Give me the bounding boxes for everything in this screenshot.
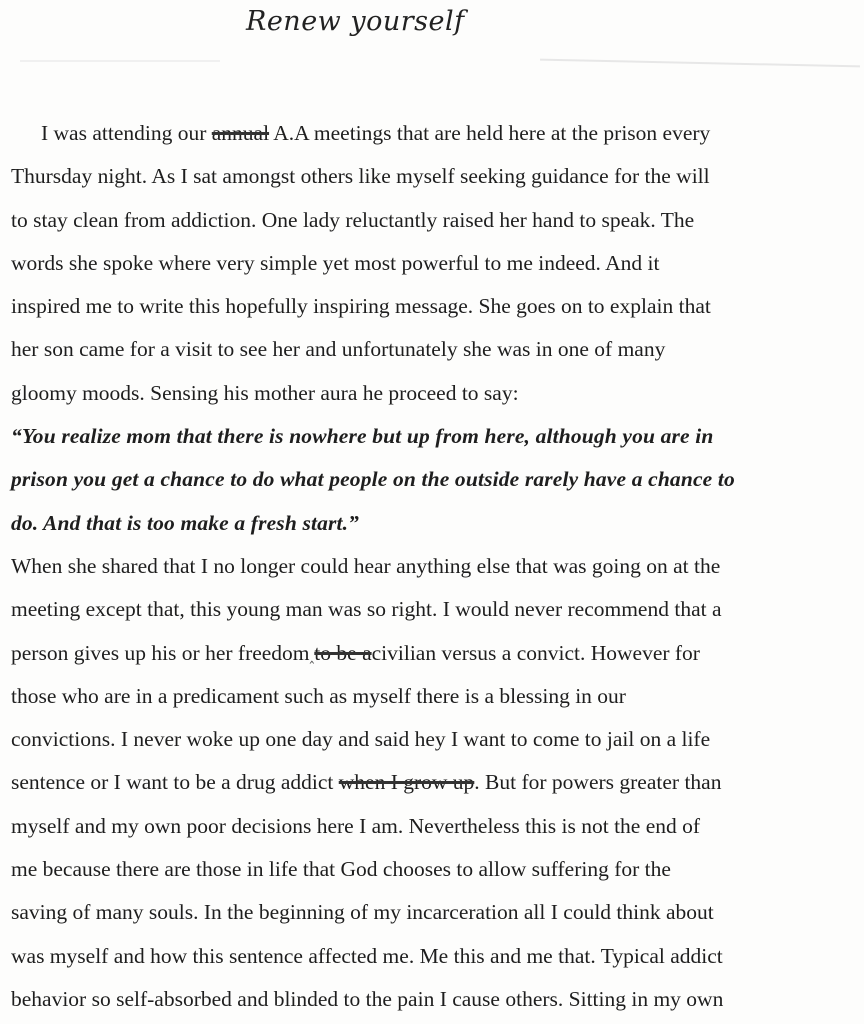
- text-line: [11, 112, 857, 155]
- struck-text: to be a: [314, 640, 372, 665]
- text-line: saving of many souls. In the beginning of my incarceration all I could think about: [11, 900, 714, 925]
- text-segment: I was attending our: [41, 121, 212, 145]
- text-segment: civilian versus a convict. However for: [371, 640, 700, 665]
- struck-text: annual: [211, 121, 270, 145]
- text-line: behavior so self-absorbed and blinded to the pain I cause others. Sitting in my own: [11, 986, 724, 1011]
- text-segment: person gives up his or her freedom: [11, 640, 310, 665]
- text-line: to stay clean from addiction. One lady reluctantly raised her hand to speak. The: [11, 207, 695, 232]
- quote-line: “You realize mom that there is nowhere but up from here, although you are in: [11, 424, 714, 449]
- text-line: myself and my own poor decisions here I am. Nevertheless this is not the end of: [11, 813, 701, 838]
- text-line: [11, 761, 857, 804]
- text-segment: . But for powers greater than: [474, 770, 722, 795]
- struck-text: when I grow up: [338, 770, 475, 795]
- text-line: her son came for a visit to see her and unfortunately she was in one of many: [11, 337, 666, 362]
- text-line: gloomy moods. Sensing his mother aura he proceed to say:: [11, 380, 519, 405]
- document-body: [11, 112, 857, 1021]
- text-line: those who are in a predicament such as myself there is a blessing in our: [11, 683, 626, 708]
- text-segment: A.A meetings that are held here at the prison every: [269, 121, 711, 145]
- scan-artifact: [20, 60, 220, 62]
- quote-line: do. And that is too make a fresh start.”: [11, 510, 360, 535]
- text-line: convictions. I never woke up one day and said hey I want to come to jail on a life: [11, 727, 711, 752]
- text-line: inspired me to write this hopefully inspiring message. She goes on to explain that: [11, 294, 711, 319]
- text-line: was myself and how this sentence affected me. Me this and me that. Typical addict: [11, 943, 723, 968]
- text-line: [11, 632, 857, 675]
- text-line: words she spoke where very simple yet most powerful to me indeed. And it: [11, 250, 660, 275]
- document-title: Renew yourself: [246, 6, 465, 37]
- text-line: me because there are those in life that God chooses to allow suffering for the: [11, 857, 671, 882]
- quote-line: prison you get a chance to do what people on the outside rarely have a chance to: [11, 467, 735, 492]
- text-line: Thursday night. As I sat amongst others like myself seeking guidance for the will: [11, 164, 710, 189]
- insertion-caret-icon: ‸: [309, 647, 315, 664]
- text-segment: sentence or I want to be a drug addict: [11, 770, 339, 795]
- text-line: When she shared that I no longer could hear anything else that was going on at the: [11, 553, 721, 578]
- text-line: meeting except that, this young man was so right. I would never recommend that a: [11, 597, 722, 622]
- scan-artifact: [540, 59, 860, 68]
